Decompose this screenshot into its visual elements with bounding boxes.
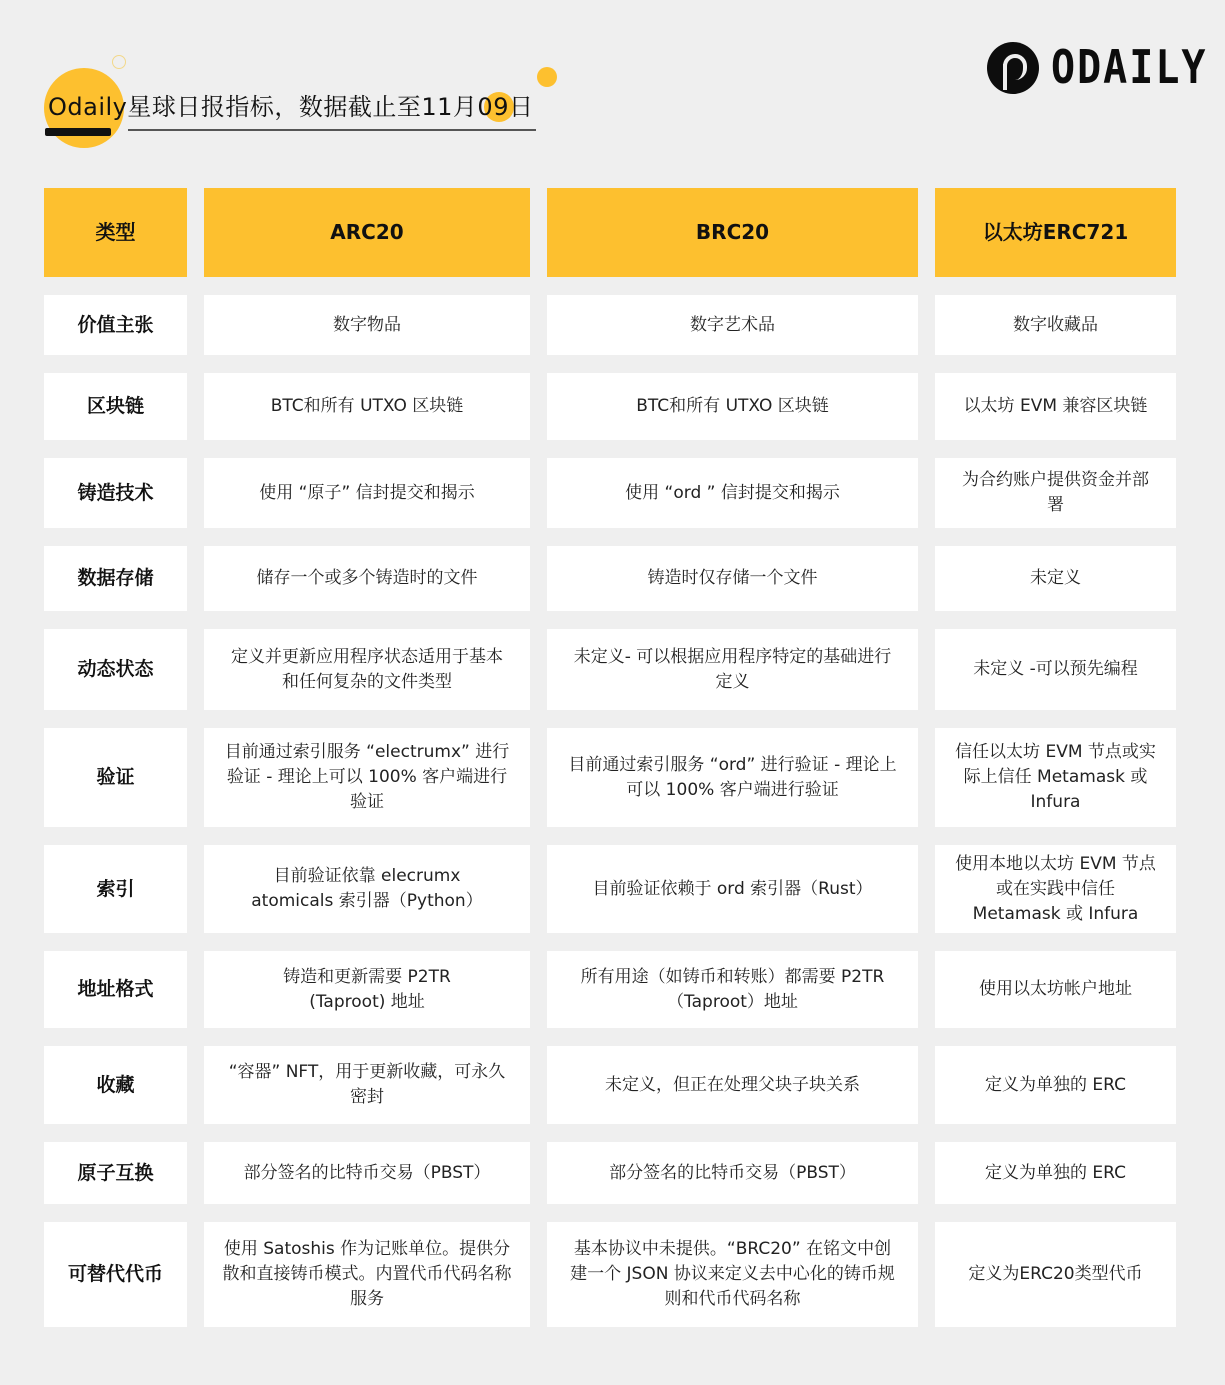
odaily-logo: [987, 42, 1208, 94]
table-cell-brc20: 目前通过索引服务 “ord” 进行验证 - 理论上可以 100% 客户端进行验证: [547, 728, 918, 827]
table-cell-arc20: “容器” NFT，用于更新收藏，可永久密封: [204, 1046, 530, 1124]
table-cell-arc20: 使用 Satoshis 作为记账单位。提供分散和直接铸币模式。内置代币代码名称服务: [204, 1222, 530, 1327]
row-label: 动态状态: [44, 629, 187, 710]
table-cell-brc20: 使用 “ord ” 信封提交和揭示: [547, 458, 918, 528]
table-cell-brc20: 目前验证依赖于 ord 索引器（Rust）: [547, 845, 918, 933]
title-prefix: Odaily: [48, 93, 128, 121]
table-cell-erc721: 使用本地以太坊 EVM 节点或在实践中信任 Metamask 或 Infura: [935, 845, 1176, 933]
decorative-ring: [112, 55, 126, 69]
table-cell-arc20: 目前验证依靠 elecrumx atomicals 索引器（Python）: [204, 845, 530, 933]
title-main: 星球日报指标，数据截止至11月: [127, 93, 478, 121]
table-cell-arc20: 铸造和更新需要 P2TR (Taproot) 地址: [204, 951, 530, 1028]
table-cell-erc721: 以太坊 EVM 兼容区块链: [935, 373, 1176, 440]
table-cell-arc20: 目前通过索引服务 “electrumx” 进行验证 - 理论上可以 100% 客户端进行验证: [204, 728, 530, 827]
table-cell-erc721: 信任以太坊 EVM 节点或实际上信任 Metamask 或 Infura: [935, 728, 1176, 827]
table-cell-erc721: 定义为ERC20类型代币: [935, 1222, 1176, 1327]
table-cell-arc20: 使用 “原子” 信封提交和揭示: [204, 458, 530, 528]
table-cell-erc721: 未定义 -可以预先编程: [935, 629, 1176, 710]
page-title: [48, 90, 533, 124]
table-cell-brc20: 未定义，但正在处理父块子块关系: [547, 1046, 918, 1124]
decorative-small-circle: [537, 67, 557, 87]
table-cell-erc721: 定义为单独的 ERC: [935, 1142, 1176, 1204]
row-label: 原子互换: [44, 1142, 187, 1204]
odaily-logo-icon: [987, 42, 1039, 94]
title-accent-bar: [45, 128, 111, 136]
row-label: 价值主张: [44, 295, 187, 355]
column-header-erc721: 以太坊ERC721: [935, 188, 1176, 277]
table-cell-brc20: 未定义- 可以根据应用程序特定的基础进行定义: [547, 629, 918, 710]
table-cell-arc20: 部分签名的比特币交易（PBST）: [204, 1142, 530, 1204]
table-cell-brc20: 铸造时仅存储一个文件: [547, 546, 918, 611]
table-cell-arc20: BTC和所有 UTXO 区块链: [204, 373, 530, 440]
table-cell-erc721: 定义为单独的 ERC: [935, 1046, 1176, 1124]
column-header-type: 类型: [44, 188, 187, 277]
table-cell-brc20: 部分签名的比特币交易（PBST）: [547, 1142, 918, 1204]
table-cell-brc20: BTC和所有 UTXO 区块链: [547, 373, 918, 440]
title-day: 09: [477, 93, 509, 121]
table-cell-erc721: 使用以太坊帐户地址: [935, 951, 1176, 1028]
page-header: [0, 0, 700, 180]
title-suffix: 日: [508, 93, 534, 121]
table-cell-erc721: 未定义: [935, 546, 1176, 611]
row-label: 地址格式: [44, 951, 187, 1028]
table-cell-erc721: 数字收藏品: [935, 295, 1176, 355]
table-cell-arc20: 定义并更新应用程序状态适用于基本和任何复杂的文件类型: [204, 629, 530, 710]
table-cell-arc20: 储存一个或多个铸造时的文件: [204, 546, 530, 611]
table-cell-arc20: 数字物品: [204, 295, 530, 355]
column-header-arc20: ARC20: [204, 188, 530, 277]
row-label: 区块链: [44, 373, 187, 440]
row-label: 索引: [44, 845, 187, 933]
table-cell-brc20: 数字艺术品: [547, 295, 918, 355]
table-cell-brc20: 所有用途（如铸币和转账）都需要 P2TR（Taproot）地址: [547, 951, 918, 1028]
row-label: 铸造技术: [44, 458, 187, 528]
row-label: 数据存储: [44, 546, 187, 611]
table-cell-brc20: 基本协议中未提供。“BRC20” 在铭文中创建一个 JSON 协议来定义去中心化的铸币规则和代币代码名称: [547, 1222, 918, 1327]
logo-text: ODAILY: [1051, 41, 1208, 95]
title-underline: [128, 129, 536, 131]
table-cell-erc721: 为合约账户提供资金并部署: [935, 458, 1176, 528]
row-label: 验证: [44, 728, 187, 827]
column-header-brc20: BRC20: [547, 188, 918, 277]
row-label: 可替代代币: [44, 1222, 187, 1327]
row-label: 收藏: [44, 1046, 187, 1124]
